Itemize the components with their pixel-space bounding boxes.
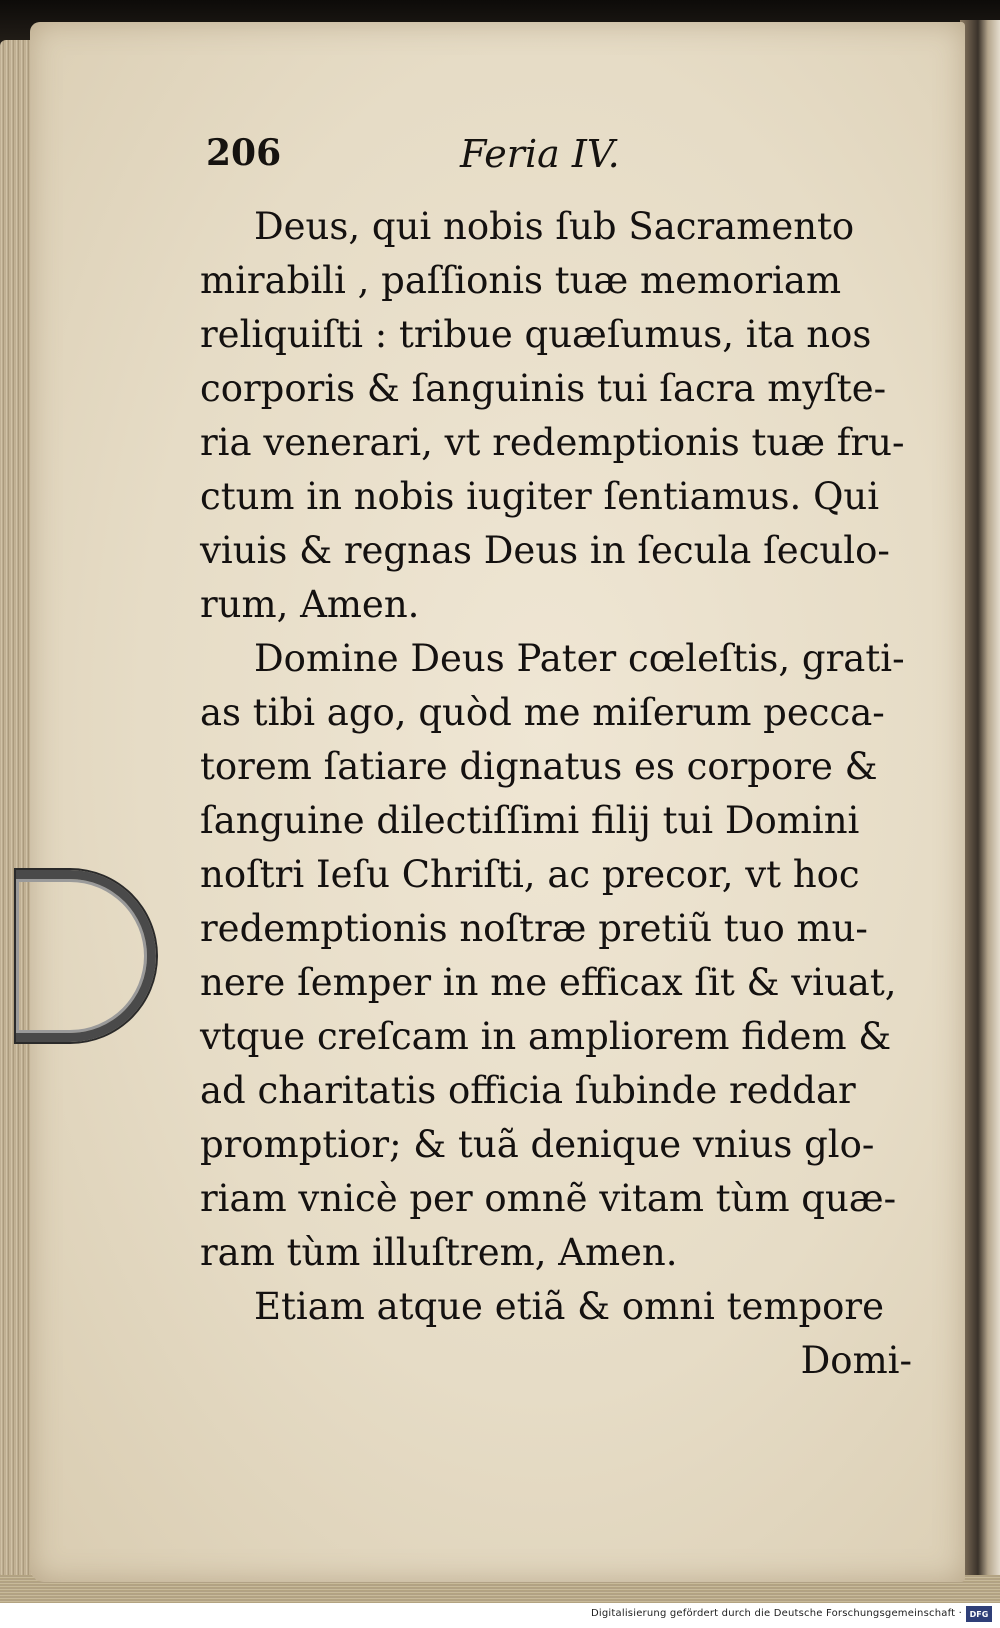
- clasp-icon: [16, 870, 156, 1042]
- text-line: nere ſemper in me efficax ſit & viuat,: [200, 961, 897, 1004]
- book-gutter: [960, 20, 1000, 1590]
- text-line: promptior; & tuã denique vnius glo-: [200, 1123, 875, 1166]
- paragraph-2: [200, 632, 920, 1280]
- text-line: as tibi ago, quòd me miſerum pecca-: [200, 691, 885, 734]
- text-line: viuis & regnas Deus in ſecula ſeculo-: [200, 529, 890, 572]
- paragraph-1: [200, 200, 920, 632]
- text-line: vtque creſcam in ampliorem fidem &: [200, 1015, 892, 1058]
- footer-credit: Digitalisierung gefördert durch die Deutsche Forschungsgemeinschaft ·: [591, 1608, 962, 1619]
- text-line: Domine Deus Pater cœleſtis, grati-: [254, 637, 905, 680]
- dfg-logo: DFG: [966, 1606, 992, 1622]
- text-line: riam vnicè per omnẽ vitam tùm quæ-: [200, 1177, 897, 1220]
- text-line: noſtri Ieſu Chriſti, ac precor, vt hoc: [200, 853, 860, 896]
- page-title: Feria IV.: [460, 132, 620, 176]
- text-line: rum, Amen.: [200, 583, 420, 626]
- text-line: ctum in nobis iugiter ſentiamus. Qui: [200, 475, 880, 518]
- text-block: [200, 200, 920, 1388]
- text-line: Etiam atque etiã & omni tempore: [254, 1285, 885, 1328]
- text-line: corporis & ſanguinis tui ſacra myſte-: [200, 367, 887, 410]
- page-number: 206: [206, 132, 282, 174]
- text-line: ad charitatis officia ſubinde reddar: [200, 1069, 856, 1112]
- text-line: redemptionis noſtræ pretiũ tuo mu-: [200, 907, 868, 950]
- running-head: [0, 132, 1000, 182]
- text-line: mirabili , paſſionis tuæ memoriam: [200, 259, 842, 302]
- text-line: ria venerari, vt redemptionis tuæ fru-: [200, 421, 905, 464]
- text-line: reliquiſti : tribue quæſumus, ita nos: [200, 313, 872, 356]
- text-line: ram tùm illuſtrem, Amen.: [200, 1231, 678, 1274]
- catchword: Domi-: [800, 1339, 912, 1382]
- text-line: ſanguine dilectiſſimi filij tui Domini: [200, 799, 860, 842]
- paragraph-3: [200, 1280, 920, 1334]
- text-line: Deus, qui nobis ſub Sacramento: [254, 205, 855, 248]
- text-line: torem ſatiare dignatus es corpore &: [200, 745, 878, 788]
